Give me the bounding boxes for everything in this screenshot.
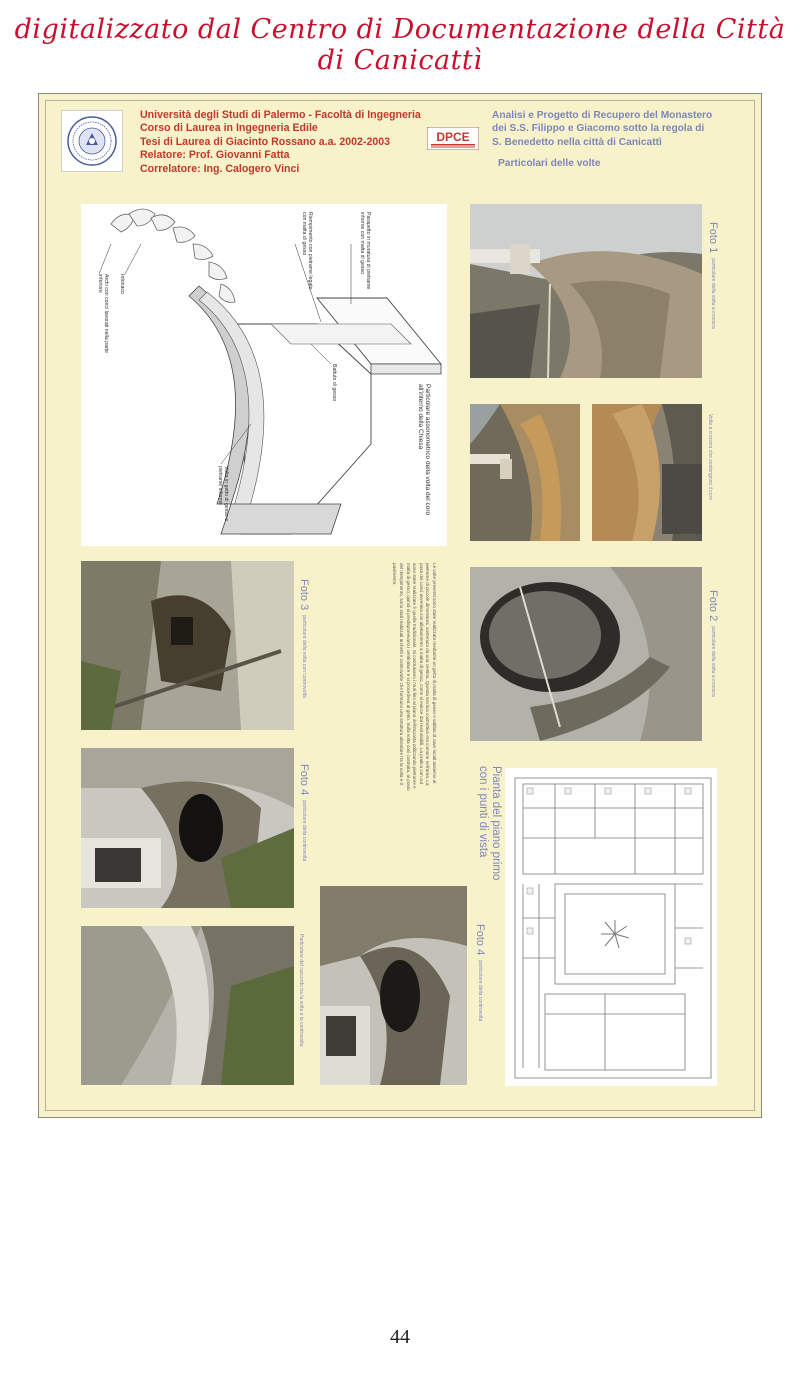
foto1-label [707,222,719,372]
watermark-title: digitalizzato dal Centro di Documentazione della Città di Canicattì [14,14,786,76]
plan-title: Pianta del piano primo con i punti di vista [477,766,502,881]
foto4a-caption: particolare della controvolta [301,800,307,862]
header-project-line3: S. Benedetto nella città di Canicattì [492,136,662,148]
drawing-title: Particolare assonometrico della volta del coro all'interno della Chiesa [417,384,431,516]
label-fill: Riempimento con pietrame legato con malta di gesso [301,212,313,290]
foto1-caption: particolare della volta a crociera [710,258,716,329]
junction-caption: Particolare del raccordo tra la volta e la controvolta [298,934,304,1047]
project-header [492,109,712,171]
foto2-label [707,590,719,740]
header-course: Corso di Laurea in Ingegneria Edile [140,122,318,135]
photo-junction [81,926,294,1085]
header-thesis: Tesi di Laurea di Giacinto Rossano a.a. 2002-2003 [140,135,391,148]
label-floor: Battuto di gesso [331,364,337,402]
header-project-line1: Analisi e Progetto di Recupero del Monastero [492,110,713,121]
foto3-title: Foto 3 [298,579,310,611]
photo-2 [470,567,702,741]
photo-vault-left [470,404,580,541]
label-vault: Volta in getto di gesso e pietrame informe [217,466,229,522]
photo-vault-right [592,404,702,541]
photo-pair-caption: Volte a crociera che sostengono il coro [707,414,713,500]
foto3-caption: particolare della volta con controvolta [301,615,307,698]
foto2-title: Foto 2 [707,590,719,622]
thesis-header [140,109,421,176]
foto3-label [298,579,310,729]
header-university: Università degli Studi di Palermo - Facoltà di Ingegneria [140,109,421,121]
foto2-caption: particolare della volta a crociera [710,626,716,697]
foto4b-title: Foto 4 [474,924,486,956]
header-supervisor: Relatore: Prof. Giovanni Fatta [140,149,290,162]
label-parapet: Parapetto in muratura di pietrame informe con malta di gesso [359,212,371,290]
foto4b-label [474,924,486,1074]
foto4b-caption: particolare della controvolta [477,960,483,1022]
photo-4a [81,748,294,908]
dpce-logo [427,127,479,150]
photo-3 [81,561,294,730]
foto4a-title: Foto 4 [298,764,310,796]
header-cosupervisor: Correlatore: Ing. Calogero Vinci [140,162,300,175]
foto4a-label [298,764,310,914]
floor-plan [505,768,717,1086]
university-seal-logo [61,110,123,172]
poster [38,93,762,1118]
photo-4b [320,886,467,1085]
description-text: Le volte presenti sono state realizzate mediante un getto di malta di gesso e sabbia di cave locali assieme al pietrame di piccole dimensioni, sostenuto da una centina. Questa tecnica costruttiva era comune nell'area. La posa dei conci avveniva con allettamento a malta di gesso, come si evince dai resti visibili. La pratica con cui sono state realizzate è quella tradizionale. Si costruivano i muri fino al piano dell'imposta utilizzando pietrame e malta di gesso; quindi si predisponevano i centinature e si procedeva al getto. Sulla volta così costruita, al posto del riempimento, sono stati realizzati archetti e controvolte che formano una struttura alveolare tra la volta e il pavimento. [392,563,438,791]
svg-text:DPCE: DPCE [436,130,470,144]
axonometric-drawing [81,204,447,546]
foto1-title: Foto 1 [707,222,719,254]
header-project-line2: dei S.S. Filippo e Giacomo sotto la regola di [492,123,705,135]
label-plaster: Intonaco [119,274,125,294]
page-number: 44 [390,1326,410,1348]
photo-1 [470,204,702,378]
section-title: Particolari delle volte [498,158,601,170]
label-arches: Archi con conci lavorati nella parte inferiore [97,274,109,354]
